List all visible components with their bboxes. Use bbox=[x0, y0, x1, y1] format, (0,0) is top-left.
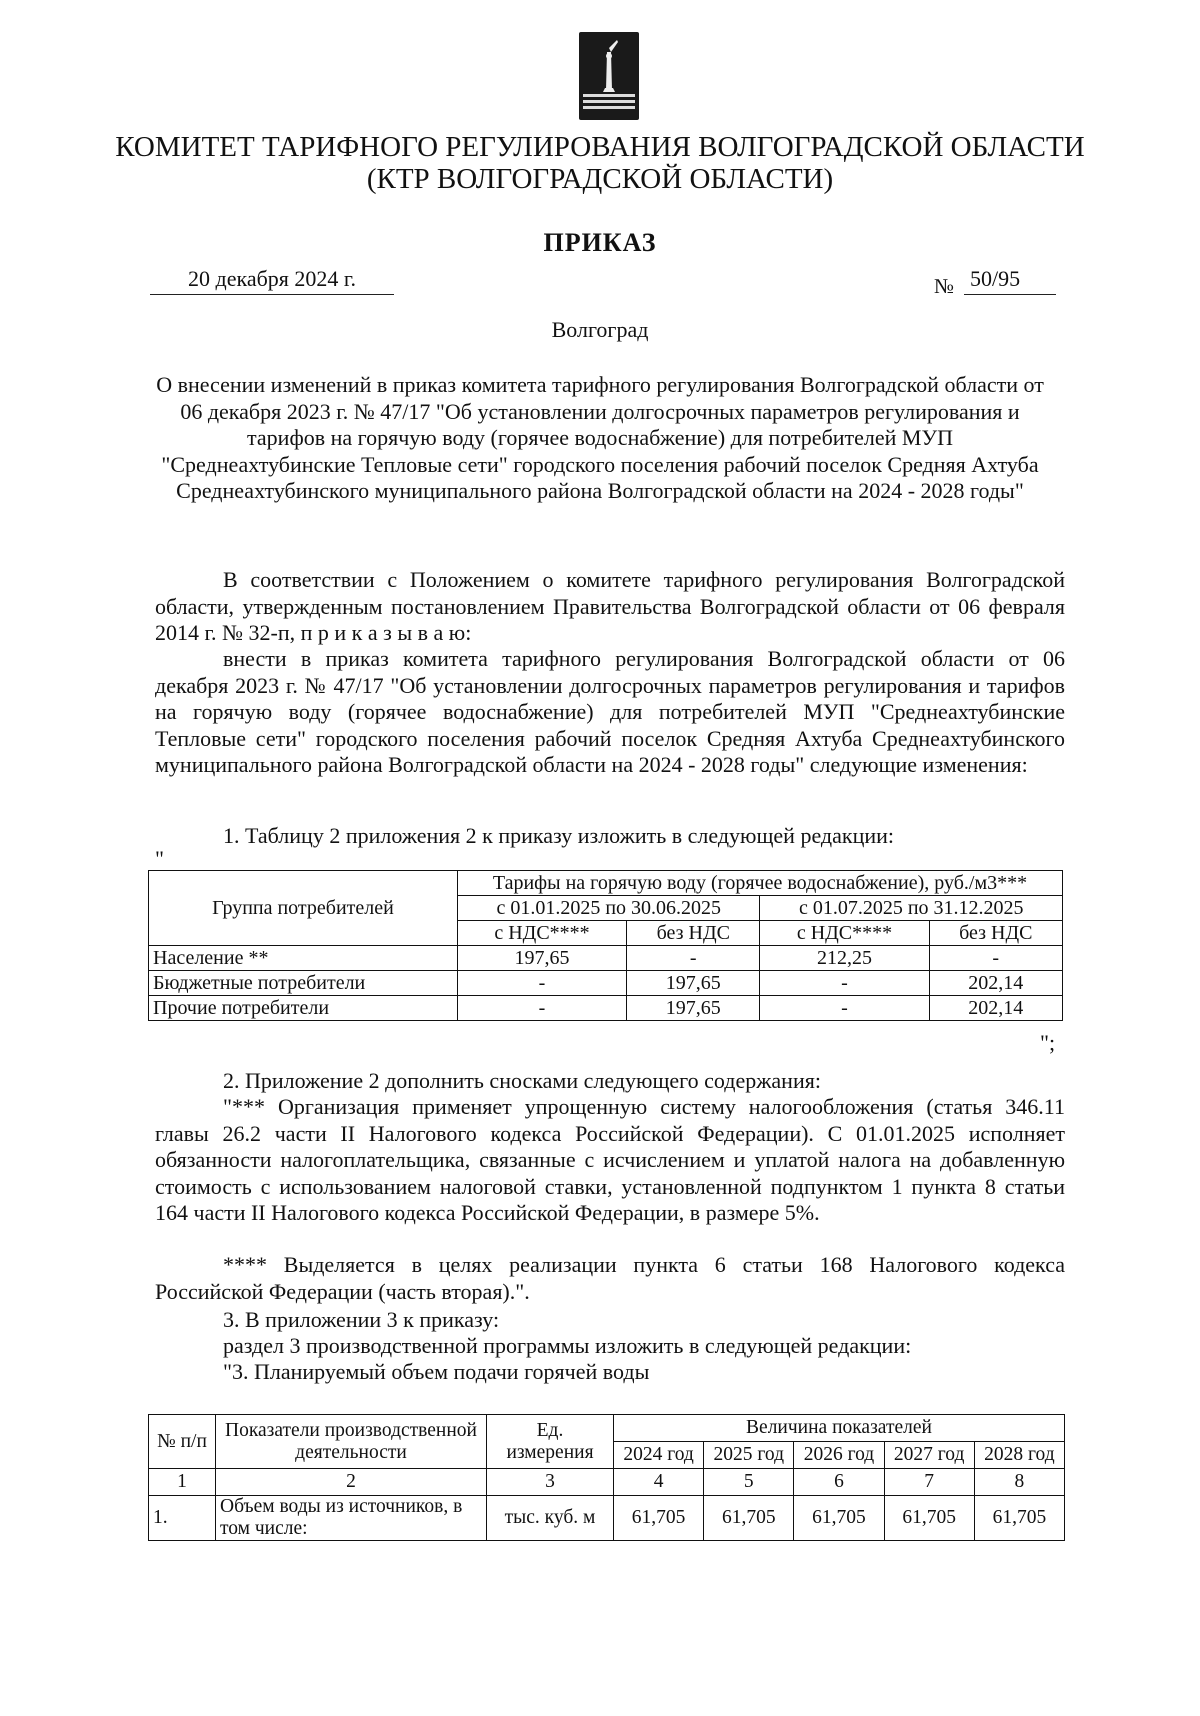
table-cell: - bbox=[627, 946, 760, 971]
table-cell: 61,705 bbox=[884, 1496, 974, 1541]
paragraph-changes: внести в приказ комитета тарифного регулирования Волгоградской области от 06 декабря 2023 г. № 47/17 "Об установлении долгосрочных параметров регулирования и тарифов на горячую воду (горячее водоснабжение) для потребителей МУП "Среднеахтубинские Тепловые сети" городского поселения рабочий поселок Средняя Ахтуба Среднеахтубинского муниципального района Волгоградской области на 2024 - 2028 годы" следующие изменения: bbox=[155, 646, 1065, 777]
tariff-table bbox=[148, 870, 1063, 1021]
table-cell: 197,65 bbox=[458, 946, 627, 971]
table-header-with-vat: с НДС**** bbox=[760, 921, 929, 946]
table-cell: 1. bbox=[149, 1496, 216, 1541]
table-row bbox=[149, 1469, 1065, 1496]
table-cell: - bbox=[760, 996, 929, 1021]
quote-open: " bbox=[155, 846, 164, 871]
organization-name: КОМИТЕТ ТАРИФНОГО РЕГУЛИРОВАНИЯ ВОЛГОГРАДСКОЙ ОБЛАСТИ bbox=[115, 131, 1085, 163]
hot-water-volume-table bbox=[148, 1414, 1065, 1541]
table-cell: 2 bbox=[216, 1469, 487, 1496]
document-type: ПРИКАЗ bbox=[543, 228, 657, 257]
paragraph-preamble: В соответствии с Положением о комитете тарифного регулирования Волгоградской области, утвержденным постановлением Правительства Волгоградской области от 06 февраля 2014 г. № 32-п, п р и к а з ы в а ю: bbox=[155, 567, 1065, 645]
table-cell: 61,705 bbox=[614, 1496, 704, 1541]
table-header-year: 2024 год bbox=[614, 1442, 704, 1469]
table-cell: 61,705 bbox=[794, 1496, 884, 1541]
table-cell: 8 bbox=[974, 1469, 1064, 1496]
table-cell-group: Прочие потребители bbox=[149, 996, 458, 1021]
table-header-period-1: с 01.01.2025 по 30.06.2025 bbox=[458, 896, 760, 921]
paragraph-item-1: 1. Таблицу 2 приложения 2 к приказу изложить в следующей редакции: bbox=[223, 823, 895, 848]
table-header-with-vat: с НДС**** bbox=[458, 921, 627, 946]
table-header-year: 2027 год bbox=[884, 1442, 974, 1469]
table-cell: 197,65 bbox=[627, 971, 760, 996]
table-row bbox=[149, 871, 1063, 896]
table-header-values: Величина показателей bbox=[614, 1415, 1065, 1442]
table-cell: - bbox=[458, 996, 627, 1021]
table-cell: 197,65 bbox=[627, 996, 760, 1021]
table-cell: тыс. куб. м bbox=[487, 1496, 614, 1541]
paragraph-item-3: 3. В приложении 3 к приказу: bbox=[223, 1307, 500, 1332]
table-header-year: 2028 год bbox=[974, 1442, 1064, 1469]
table-cell: - bbox=[929, 946, 1063, 971]
table-header-indicator: Показатели производственной деятельности bbox=[216, 1415, 487, 1469]
table-cell: 202,14 bbox=[929, 996, 1063, 1021]
organization-short-name: (КТР ВОЛГОГРАДСКОЙ ОБЛАСТИ) bbox=[366, 163, 834, 195]
table-cell: - bbox=[760, 971, 929, 996]
quote-close: "; bbox=[1040, 1030, 1056, 1055]
table-cell: 3 bbox=[487, 1469, 614, 1496]
table-row bbox=[149, 1496, 1065, 1541]
table-header-period-2: с 01.07.2025 по 31.12.2025 bbox=[760, 896, 1063, 921]
table-row bbox=[149, 1415, 1065, 1442]
table-header-year: 2026 год bbox=[794, 1442, 884, 1469]
table-row bbox=[149, 946, 1063, 971]
table-cell: 7 bbox=[884, 1469, 974, 1496]
number-label: № bbox=[934, 274, 955, 298]
table-header-year: 2025 год bbox=[704, 1442, 794, 1469]
table-cell: 4 bbox=[614, 1469, 704, 1496]
table-row bbox=[149, 996, 1063, 1021]
footnote-3-stars: "*** Организация применяет упрощенную систему налогообложения (статья 346.11 главы 26.2 части II Налогового кодекса Российской Федерации). С 01.01.2025 исполняет обязанности налогоплательщика, связанные с исчислением и уплатой налога на добавленную стоимость с использованием налоговой ставки, установленной подпунктом 1 пункта 8 статьи 164 части II Налогового кодекса Российской Федерации, в размере 5%. bbox=[155, 1094, 1065, 1225]
table-header-tariffs: Тарифы на горячую воду (горячее водоснабжение), руб./м3*** bbox=[458, 871, 1063, 896]
city: Волгоград bbox=[551, 317, 649, 342]
table-header-unit: Ед. измерения bbox=[487, 1415, 614, 1469]
paragraph-item-2: 2. Приложение 2 дополнить сносками следующего содержания: bbox=[223, 1068, 821, 1093]
table-cell: 5 bbox=[704, 1469, 794, 1496]
document-number: 50/95 bbox=[964, 266, 1056, 295]
table-cell-group: Население ** bbox=[149, 946, 458, 971]
table-header-group: Группа потребителей bbox=[149, 871, 458, 946]
table-cell: 202,14 bbox=[929, 971, 1063, 996]
table-header-without-vat: без НДС bbox=[929, 921, 1063, 946]
table-header-without-vat: без НДС bbox=[627, 921, 760, 946]
volgograd-coat-of-arms-icon bbox=[577, 30, 641, 122]
table-header-number: № п/п bbox=[149, 1415, 216, 1469]
document-date: 20 декабря 2024 г. bbox=[150, 266, 394, 295]
table-cell: 61,705 bbox=[704, 1496, 794, 1541]
table-cell: - bbox=[458, 971, 627, 996]
paragraph-section-3: раздел 3 производственной программы изложить в следующей редакции: bbox=[223, 1333, 912, 1358]
table-cell: 61,705 bbox=[974, 1496, 1064, 1541]
document-subject: О внесении изменений в приказ комитета тарифного регулирования Волгоградской области от 06 декабря 2023 г. № 47/17 "Об установлении долгосрочных параметров регулирования и тарифов на горячую воду (горячее водоснабжение) для потребителей МУП "Среднеахтубинские Тепловые сети" городского поселения рабочий поселок Средняя Ахтуба Среднеахтубинского муниципального района Волгоградской области на 2024 - 2028 годы" bbox=[156, 372, 1044, 503]
table-row bbox=[149, 971, 1063, 996]
table-cell-group: Бюджетные потребители bbox=[149, 971, 458, 996]
section-heading: "3. Планируемый объем подачи горячей воды bbox=[223, 1359, 650, 1384]
table-cell: 212,25 bbox=[760, 946, 929, 971]
table-cell: 1 bbox=[149, 1469, 216, 1496]
table-cell: 6 bbox=[794, 1469, 884, 1496]
table-cell-indicator: Объем воды из источников, в том числе: bbox=[216, 1496, 487, 1541]
footnote-4-stars: **** Выделяется в целях реализации пункта 6 статьи 168 Налогового кодекса Российской Федерации (часть вторая).". bbox=[155, 1252, 1065, 1304]
